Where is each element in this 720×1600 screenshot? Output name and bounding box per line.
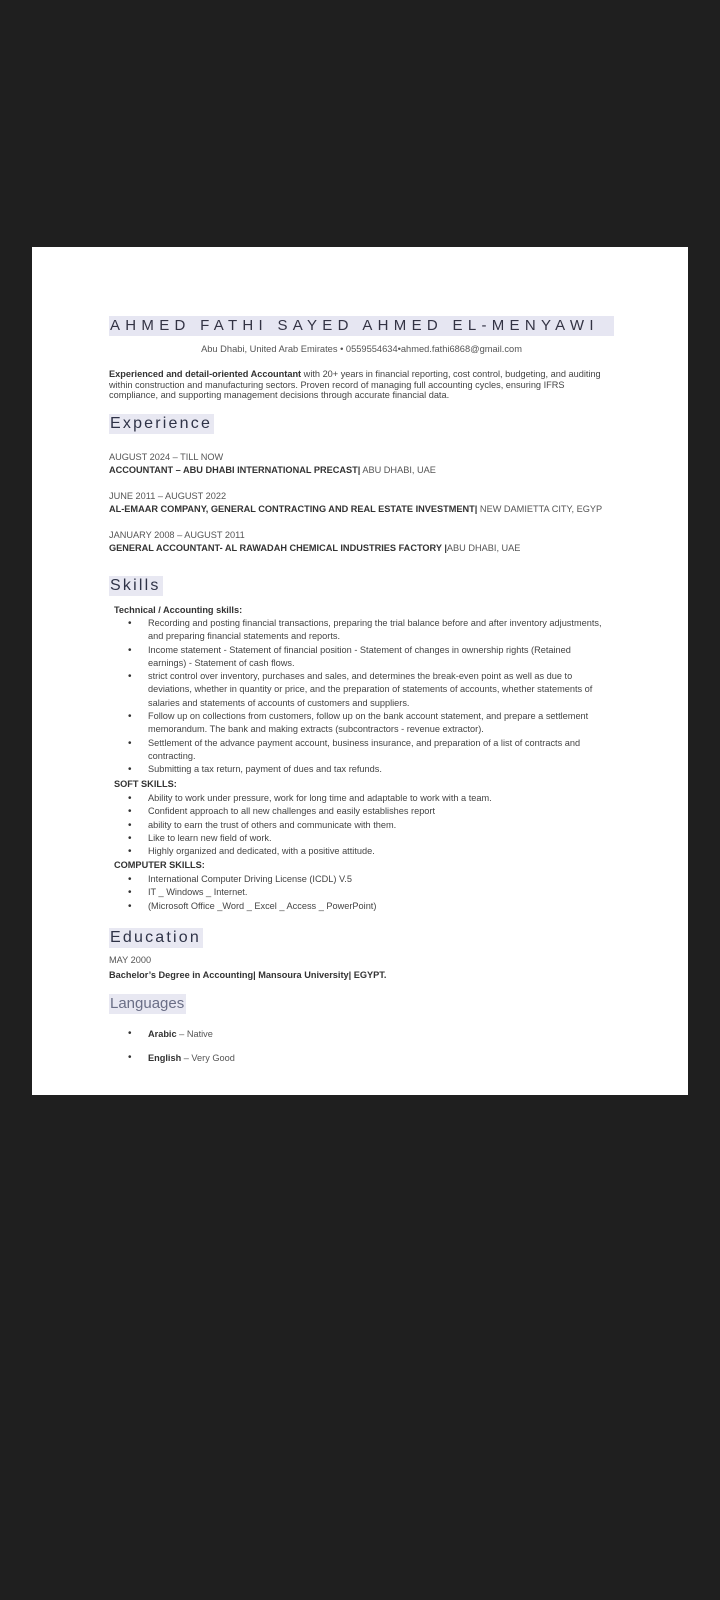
job-location: ABU DHABI, UAE: [360, 465, 436, 475]
job-location: NEW DAMIETTA CITY, EGYP: [477, 504, 603, 514]
job-date: AUGUST 2024 – TILL NOW: [109, 452, 224, 462]
list-item: • Submitting a tax return, payment of dues and tax refunds.: [128, 763, 606, 776]
job-title-text: AL-EMAAR COMPANY, GENERAL CONTRACTING AND REAL ESTATE INVESTMENT|: [109, 504, 478, 514]
soft-skills-heading: SOFT SKILLS:: [114, 779, 177, 789]
summary-lead: Experienced and detail-oriented Accountant: [109, 369, 302, 379]
computer-skills-heading: COMPUTER SKILLS:: [114, 860, 205, 870]
list-item: • strict control over inventory, purchases and sales, and determines the break-even point as well as due to deviations, whether in quantity or price, and the preparation of statements of accounts, whether statements of salaries and statements of accounts of customers and suppliers.: [128, 670, 606, 710]
skills-heading: Skills: [110, 577, 161, 594]
job-title: [109, 543, 520, 553]
resume-page: [32, 247, 688, 1095]
list-item: • Income statement - Statement of financial position - Statement of changes in ownership rights (Retained earnings) - Statement of cash flows.: [128, 644, 606, 671]
language-name: Arabic: [148, 1029, 177, 1039]
language-level: – Very Good: [181, 1053, 235, 1063]
list-item: • Highly organized and dedicated, with a positive attitude.: [128, 845, 606, 858]
job-title: [109, 465, 436, 475]
list-item: • International Computer Driving License (ICDL) V.5: [128, 873, 606, 886]
job-title-text: GENERAL ACCOUNTANT- AL RAWADAH CHEMICAL INDUSTRIES FACTORY |: [109, 543, 447, 553]
list-item: • Like to learn new field of work.: [128, 832, 606, 845]
language-level: – Native: [176, 1029, 213, 1039]
list-item: • Follow up on collections from customers, follow up on the bank account statement, and prepare a settlement memorandum. The bank and making extracts (subcontractors - revenue extractor).: [128, 710, 606, 737]
list-item: • ability to earn the trust of others and communicate with them.: [128, 819, 606, 832]
job-title: [109, 504, 602, 514]
list-item: • Ability to work under pressure, work for long time and adaptable to work with a team.: [128, 792, 606, 805]
technical-skills-list: [128, 617, 606, 777]
job-title-text: ACCOUNTANT – ABU DHABI INTERNATIONAL PRECAST|: [109, 465, 361, 475]
job-date: JUNE 2011 – AUGUST 2022: [109, 491, 227, 501]
technical-skills-heading: Technical / Accounting skills:: [114, 605, 243, 615]
education-degree: Bachelor’s Degree in Accounting| Mansoura University| EGYPT.: [109, 970, 387, 980]
languages-heading: Languages: [110, 995, 185, 1012]
list-item: • IT _ Windows _ Internet.: [128, 886, 606, 899]
list-item: • Recording and posting financial transactions, preparing the trial balance before and after inventory adjustments, and preparing financial statements and reports.: [128, 617, 606, 644]
language-item: [128, 1053, 235, 1063]
contact-line: Abu Dhabi, United Arab Emirates • 0559554634•ahmed.fathi6868@gmail.com: [201, 344, 522, 354]
computer-skills-list: [128, 873, 606, 913]
experience-heading: Experience: [110, 415, 213, 432]
list-item: • Settlement of the advance payment account, business insurance, and preparation of a list of contracts and contracting.: [128, 737, 606, 764]
job-location: ABU DHABI, UAE: [446, 543, 521, 553]
education-date: MAY 2000: [109, 955, 152, 965]
language-name: English: [148, 1053, 182, 1063]
list-item: • (Microsoft Office _Word _ Excel _ Access _ PowerPoint): [128, 900, 606, 913]
candidate-name: AHMED FATHI SAYED AHMED EL-MENYAWI: [110, 317, 599, 334]
profile-summary: [109, 369, 614, 401]
education-heading: Education: [110, 929, 201, 946]
language-item: [128, 1029, 213, 1039]
list-item: • Confident approach to all new challenges and easily establishes report: [128, 805, 606, 818]
summary-text: with 20+ years in financial reporting, cost control, budgeting, and auditing within construction and manufacturing sectors. Proven record of managing full accounting cycles, ensuring IFRS compliance, and supporting management decisions through accurate financial data.: [109, 369, 601, 400]
job-date: JANUARY 2008 – AUGUST 2011: [109, 530, 245, 540]
soft-skills-list: [128, 792, 606, 858]
